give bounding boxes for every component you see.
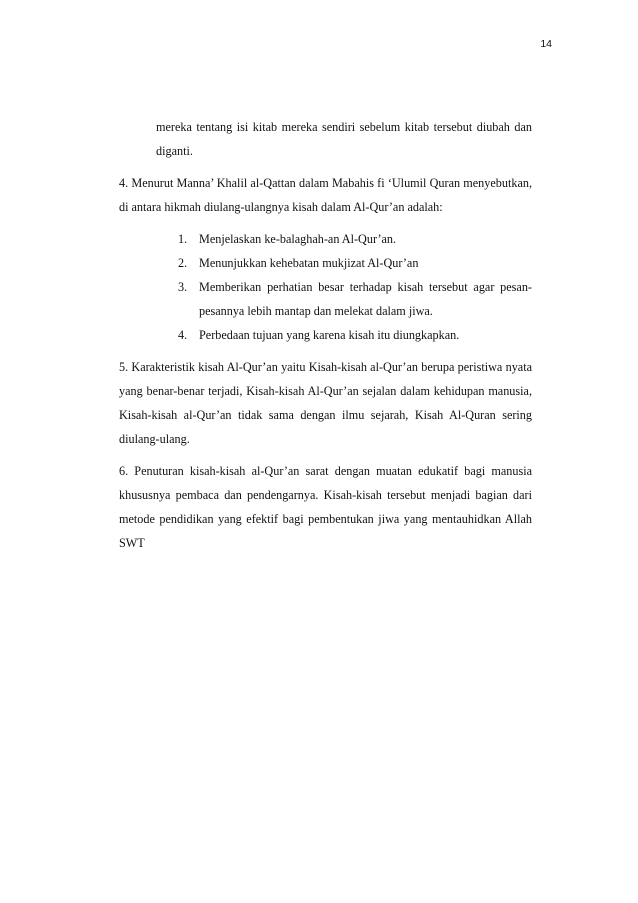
list-item-number: 2. [178,256,188,270]
point-4-paragraph: 4. Menurut Manna’ Khalil al-Qattan dalam Mabahis fi ‘Ulumil Quran menyebutkan, di antara hikmah diulang-ulangnya kisah dalam Al-Qur’an adalah: [119,176,532,214]
list-item-number: 1. [178,232,188,246]
list-item-number: 3. [178,280,188,294]
continuation-paragraph: mereka tentang isi kitab mereka sendiri sebelum kitab tersebut diubah dan diganti. [156,120,532,158]
list-item-number: 4. [178,328,188,342]
list-item-text: Menjelaskan ke-balaghah-an Al-Qur’an. [199,232,397,246]
list-item-text: Menunjukkan kehebatan mukjizat Al-Qur’an [199,256,419,270]
list-item [178,227,532,251]
point-6-paragraph: 6. Penuturan kisah-kisah al-Qur’an sarat dengan muatan edukatif bagi manusia khususnya pembaca dan pendengarnya. Kisah-kisah tersebut menjadi bagian dari metode pendidikan yang efektif bagi pembentukan jiwa yang mentauhidkan Allah SWT [119,464,532,550]
page-number: 14 [540,38,552,50]
list-item [178,251,532,275]
hikmah-list [119,227,532,347]
list-item-text: Memberikan perhatian besar terhadap kisah tersebut agar pesan-pesannya lebih mantap dan melekat dalam jiwa. [199,280,532,318]
list-item [178,323,532,347]
document-body [119,115,532,563]
list-item [178,275,532,323]
list-item-text: Perbedaan tujuan yang karena kisah itu diungkapkan. [199,328,460,342]
point-5-paragraph: 5. Karakteristik kisah Al-Qur’an yaitu Kisah-kisah al-Qur’an berupa peristiwa nyata yang benar-benar terjadi, Kisah-kisah Al-Qur’an sejalan dalam kehidupan manusia, Kisah-kisah al-Qur’an tidak sama dengan ilmu sejarah, Kisah Al-Quran sering diulang-ulang. [119,360,532,446]
